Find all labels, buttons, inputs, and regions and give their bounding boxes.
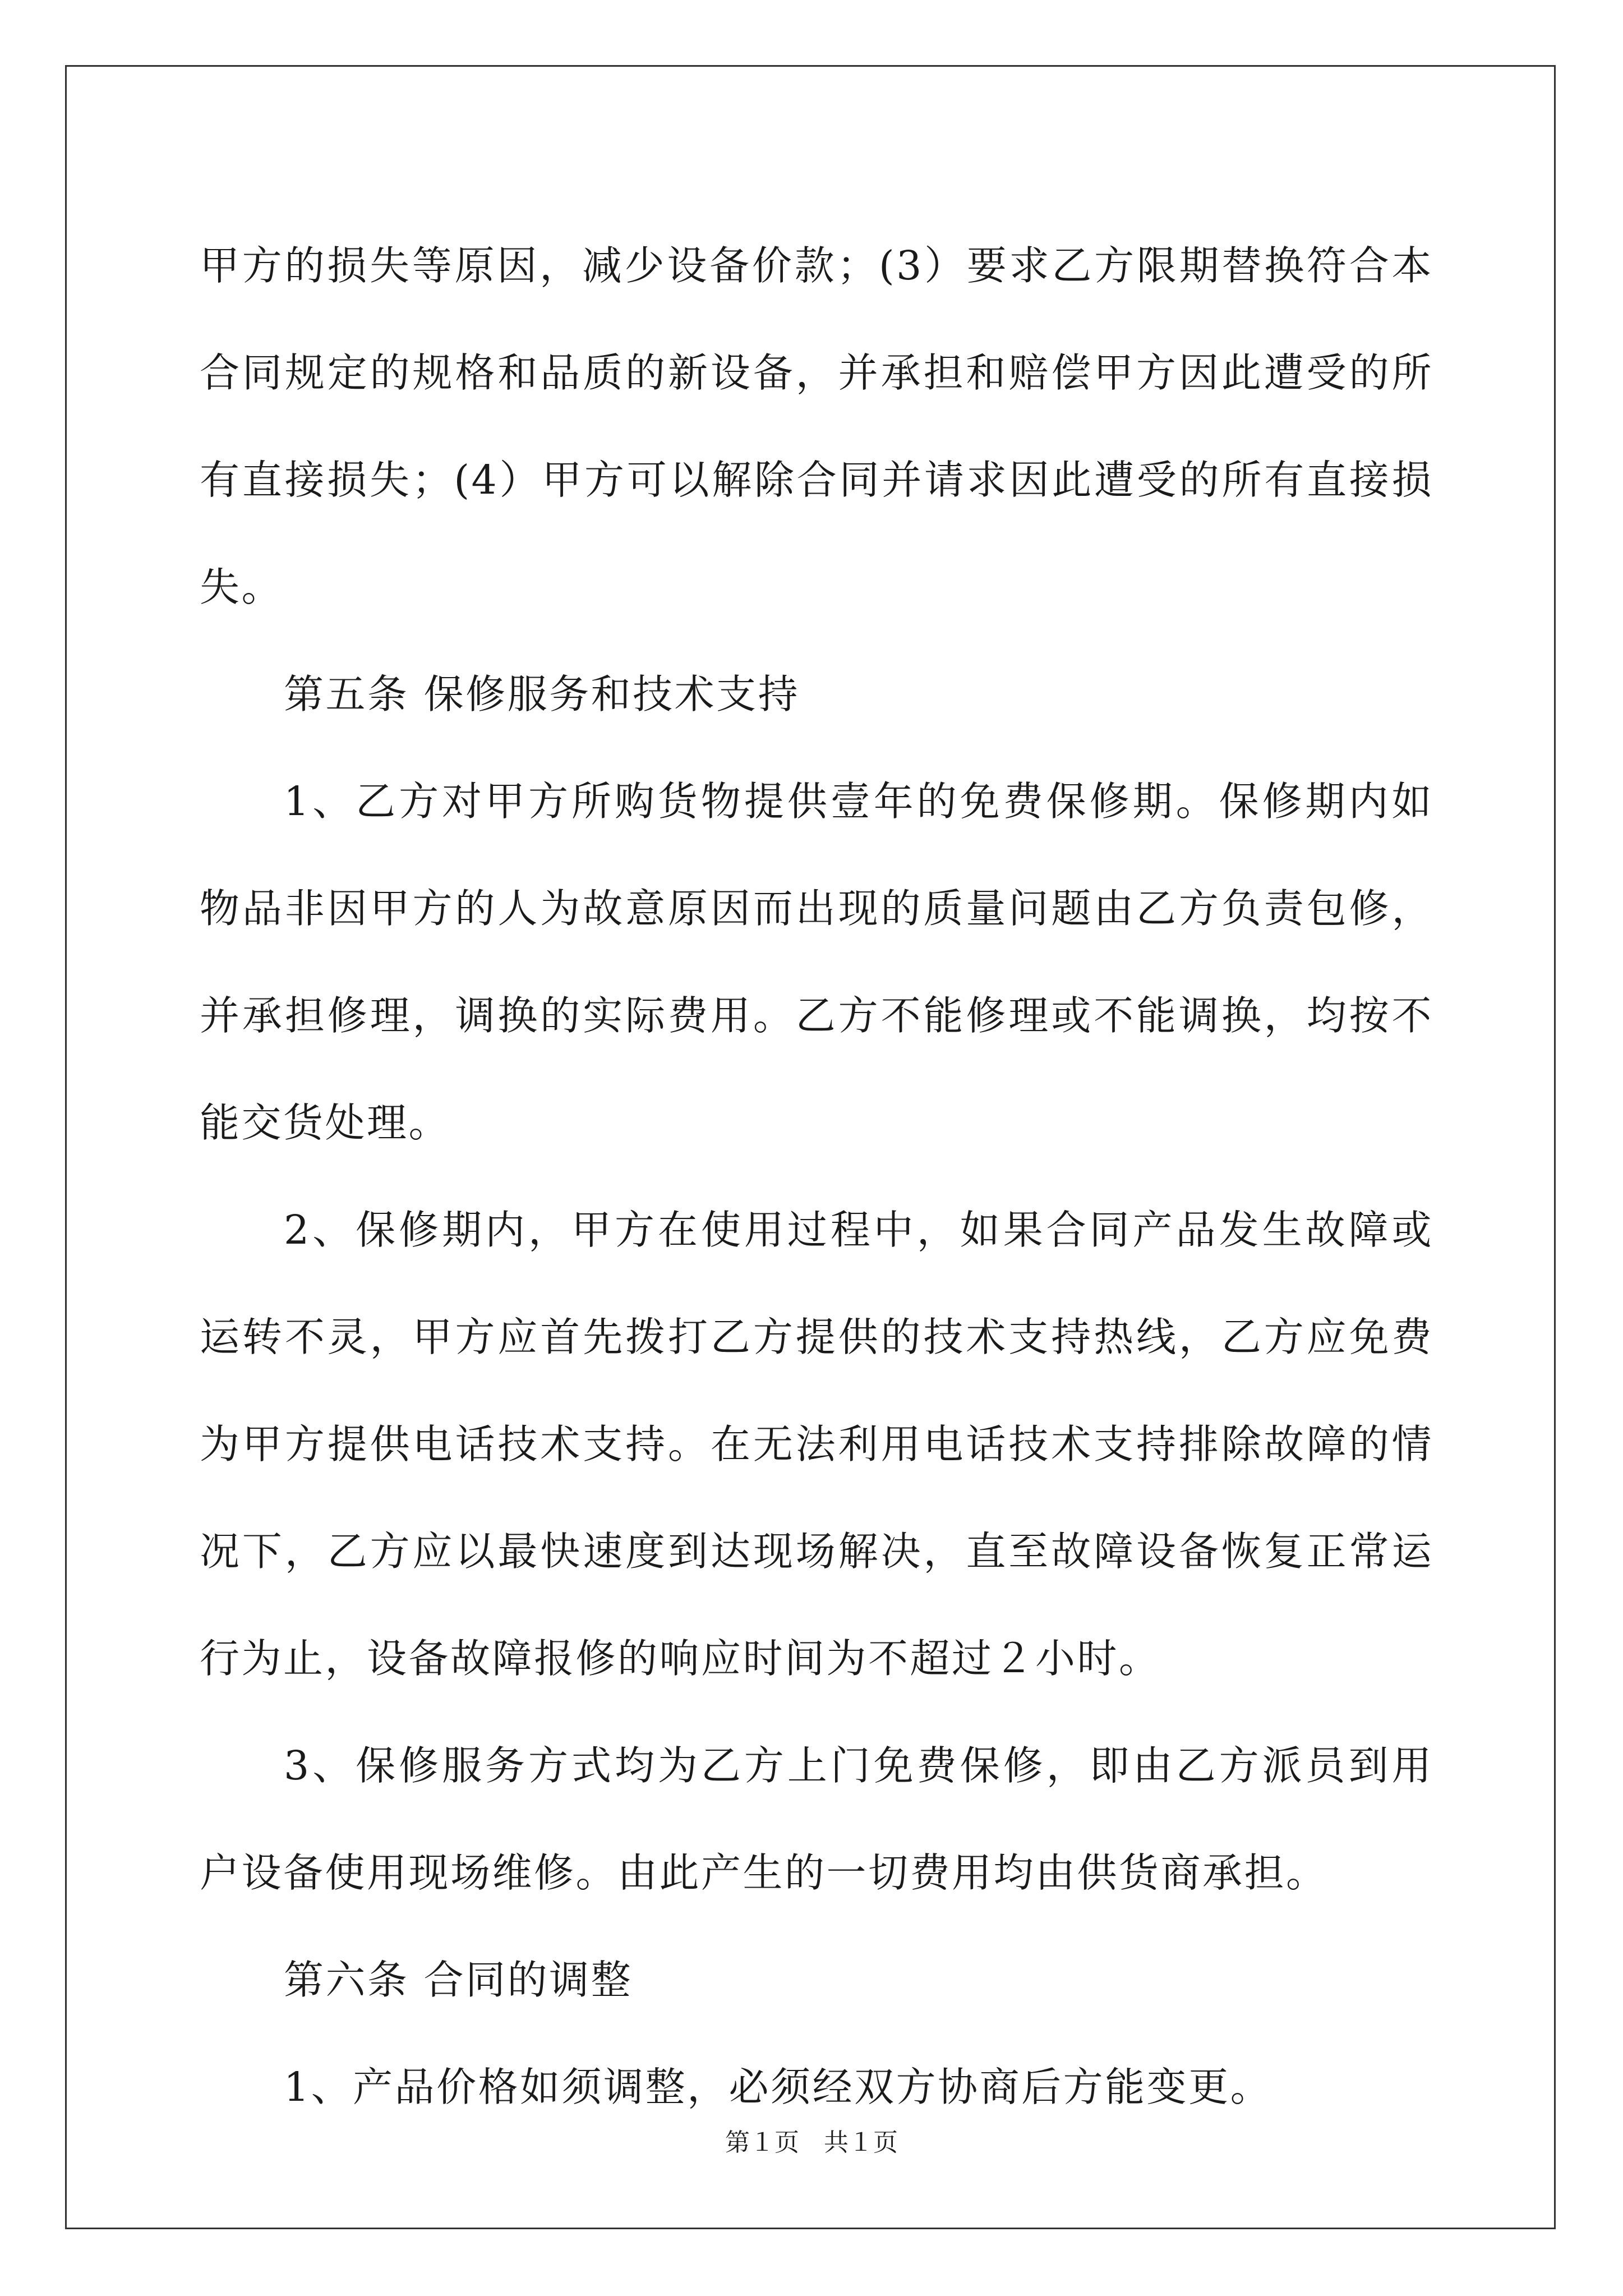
paragraph-onsite-service: 3、保修服务方式均为乙方上门免费保修，即由乙方派员到用户设备使用现场维修。由此产生的一切费用均由供货商承担。 — [200, 1742, 1433, 1896]
section-heading-article-6: 第六条 合同的调整 — [284, 1957, 633, 2003]
paragraph-price-adjustment: 1、产品价格如须调整，必须经双方协商后方能变更。 — [284, 2064, 1272, 2110]
document-body — [200, 212, 1433, 2141]
paragraph-technical-support: 2、保修期内，甲方在使用过程中，如果合同产品发生故障或运转不灵，甲方应首先拨打乙方提供的技术支持热线，乙方应免费为甲方提供电话技术支持。在无法利用电话技术支持排除故障的情况下，乙方应以最快速度到达现场解决，直至故障设备恢复正常运行为止，设备故障报修的响应时间为不超过２小时。 — [200, 1207, 1433, 1682]
page-number: 第１页 共１页 — [725, 2128, 898, 2157]
paragraph-loss-clauses: 甲方的损失等原因，减少设备价款；(3）要求乙方限期替换符合本合同规定的规格和品质的新设备，并承担和赔偿甲方因此遭受的所有直接损失；(4）甲方可以解除合同并请求因此遭受的所有直接损失。 — [200, 242, 1433, 610]
page-footer — [0, 2126, 1623, 2160]
section-heading-article-5: 第五条 保修服务和技术支持 — [284, 671, 800, 717]
paragraph-warranty-period: 1、乙方对甲方所购货物提供壹年的免费保修期。保修期内如物品非因甲方的人为故意原因而出现的质量问题由乙方负责包修，并承担修理，调换的实际费用。乙方不能修理或不能调换，均按不能交货处理。 — [200, 778, 1433, 1146]
